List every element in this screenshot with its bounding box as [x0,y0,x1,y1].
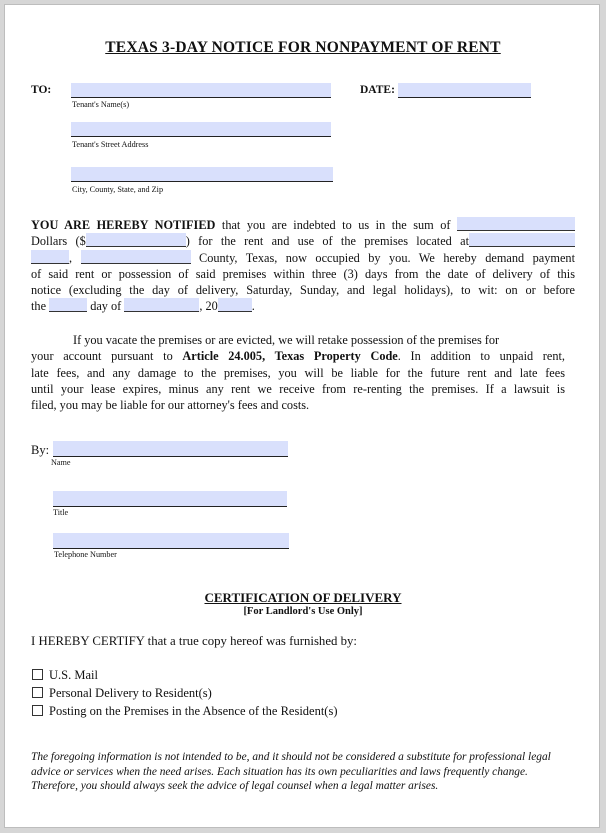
vacate-line-2 [31,348,565,364]
title-caption: Title [53,508,69,517]
vacate-paragraph [31,332,565,413]
notice-text: , 20 [199,299,218,314]
vacate-line-4: until your lease expires, minus any rent we receive from re-renting the premises. If a lawsuit is [31,381,565,396]
notice-paragraph [31,217,575,315]
vacate-text: your account pursuant to [31,349,183,364]
notice-line-1 [31,217,575,233]
premises-address-field[interactable] [469,233,575,247]
amount-words-field[interactable] [457,217,575,231]
landlord-title-field[interactable] [53,491,287,507]
option-label: Posting on the Premises in the Absence of the Resident(s) [49,704,338,718]
name-caption: Name [51,458,71,467]
disclaimer: The foregoing information is not intended to be, and it should not be considered a substitute for professional legal advice or services when the need arises. Each situation has its own peculiarities and laws frequently change. Therefore, you should always seek the advice of legal counsel when a legal matter arises. [31,751,551,792]
notice-line-6 [31,298,575,314]
option-us-mail[interactable] [32,668,98,683]
certification-subtitle: [For Landlord's Use Only] [243,606,363,617]
date-field[interactable] [398,83,531,98]
due-day-field[interactable] [49,298,87,312]
notice-text: ) for the rent and use of the premises located at [185,234,469,249]
notice-text: that you are indebted to us in the sum of [215,218,451,232]
city-county-field[interactable] [71,167,333,182]
phone-caption: Telephone Number [54,550,117,559]
option-personal-delivery[interactable] [32,686,212,701]
street-address-caption: Tenant's Street Address [72,140,149,149]
notice-line-3 [31,250,575,266]
due-year-field[interactable] [218,298,252,312]
vacate-line-5: filed, you may be liable for our attorney's fees and costs. [31,398,310,413]
county-field[interactable] [81,250,191,264]
tenant-name-field[interactable] [71,83,331,98]
checkbox[interactable] [32,669,43,680]
to-label: TO: [31,84,52,96]
premises-city-field[interactable] [31,250,69,264]
statute-reference: Article 24.005, Texas Property Code [182,349,398,364]
tenant-name-caption: Tenant's Name(s) [72,100,130,109]
certify-statement: I HEREBY CERTIFY that a true copy hereof was furnished by: [31,634,357,648]
landlord-name-field[interactable] [53,441,288,457]
notice-text: , [69,250,73,265]
notice-line-2 [31,233,575,249]
notice-text: day of [90,299,122,314]
option-label: Personal Delivery to Resident(s) [49,686,212,700]
notice-text: the [31,299,47,314]
notice-text: Dollars ($ [31,234,86,249]
amount-dollars-field[interactable] [86,233,186,247]
notice-line-5: notice (excluding the day of delivery, Saturday, Sunday, and legal holidays), to wit: on or before [31,283,575,298]
checkbox[interactable] [32,705,43,716]
by-label: By: [31,443,50,457]
notice-text: . [251,299,255,314]
option-label: U.S. Mail [49,668,98,682]
notice-text: County, Texas, now occupied by you. We hereby demand payment [199,250,575,265]
vacate-line-1: If you vacate the premises or are evicted, we will retake possession of the premises for [73,333,500,347]
date-label: DATE: [360,84,395,96]
certification-title: CERTIFICATION OF DELIVERY [204,590,402,605]
street-address-field[interactable] [71,122,331,137]
landlord-phone-field[interactable] [53,533,289,549]
checkbox[interactable] [32,687,43,698]
option-posting[interactable] [32,704,338,719]
vacate-line-3: late fees, and any damage to the premises, you will be liable for the future rent and late fees [31,365,565,380]
due-month-field[interactable] [124,298,199,312]
vacate-text: . In addition to unpaid rent, [397,349,565,364]
page-title: TEXAS 3-DAY NOTICE FOR NONPAYMENT OF RENT [105,39,501,56]
notice-line-4: of said rent or possession of said premises within three (3) days from the date of delivery of this [31,266,575,281]
notice-lead: YOU ARE HEREBY NOTIFIED [31,218,216,232]
city-county-caption: City, County, State, and Zip [72,185,164,194]
document-page [4,4,600,828]
